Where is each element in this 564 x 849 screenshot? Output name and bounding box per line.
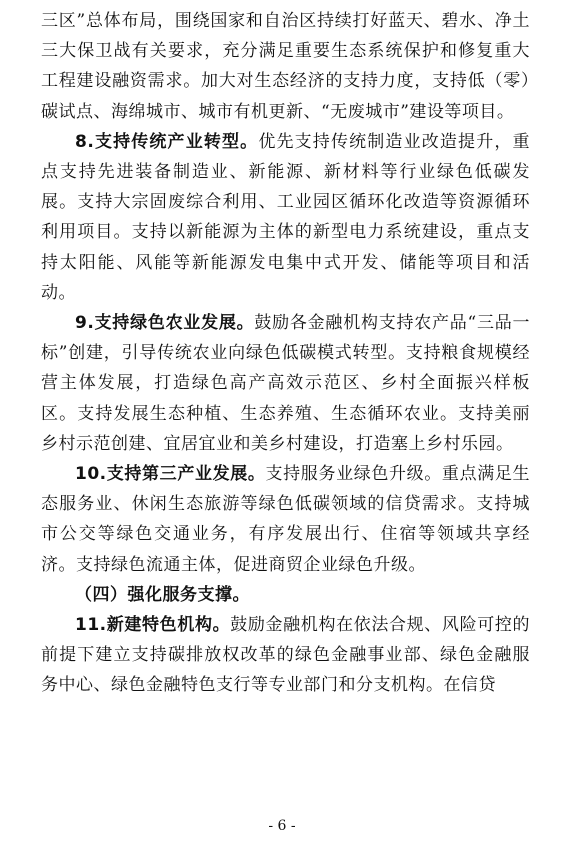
paragraph-text: 优先支持传统制造业改造提升，重点支持先进装备制造业、新能源、新材料等行业绿色低碳发展。支持大宗固废综合利用、工业园区循环化改造等资源循环利用项目。支持以新能源为主体的新型电力系统建设，重点支持太阳能、风能等新能源发电集中式开发、储能等项目和活动。 — [41, 131, 531, 303]
section-heading-service-support — [41, 580, 530, 610]
paragraph-support-traditional-industry — [41, 127, 530, 308]
paragraph-text: 鼓励金融机构在依法合规、风险可控的前提下建立支持碳排放权改革的绿色金融事业部、绿色金融服务中心、绿色金融特色支行等专业部门和分支机构。在信贷 — [41, 615, 530, 696]
paragraph-support-tertiary-industry — [41, 459, 530, 580]
paragraph-text: 支持服务业绿色升级。重点满足生态服务业、休闲生态旅游等绿色低碳领域的信贷需求。支持城市公交等绿色交通业务，有序发展出行、住宿等领域共享经济。支持绿色流通主体，促进商贸企业绿色升级。 — [41, 464, 530, 575]
paragraph-lead: 11.新建特色机构。 — [75, 615, 231, 636]
paragraph-lead: 8.支持传统产业转型。 — [75, 131, 259, 152]
paragraph-lead: 9.支持绿色农业发展。 — [75, 313, 255, 334]
section-heading-text: （四）强化服务支撑。 — [75, 584, 250, 605]
document-body — [41, 6, 530, 701]
paragraph-support-green-agriculture — [41, 308, 530, 459]
paragraph-continuation — [41, 6, 530, 127]
paragraph-text: 三区”总体布局，围绕国家和自治区持续打好蓝天、碧水、净土三大保卫战有关要求，充分满足重要生态系统保护和修复重大工程建设融资需求。加大对生态经济的支持力度，支持低（零）碳试点、海绵城市、城市有机更新、“无废城市”建设等项目。 — [41, 11, 530, 122]
paragraph-lead: 10.支持第三产业发展。 — [75, 464, 266, 485]
paragraph-text: 鼓励各金融机构支持农产品“三品一标”创建，引导传统农业向绿色低碳模式转型。支持粮食规模经营主体发展，打造绿色高产高效示范区、乡村全面振兴样板区。支持发展生态种植、生态养殖、生态循环农业。支持美丽乡村示范创建、宜居宜业和美乡村建设，打造塞上乡村乐园。 — [41, 313, 530, 454]
page-number: - 6 - — [268, 818, 296, 834]
paragraph-new-special-institutions — [41, 610, 530, 701]
